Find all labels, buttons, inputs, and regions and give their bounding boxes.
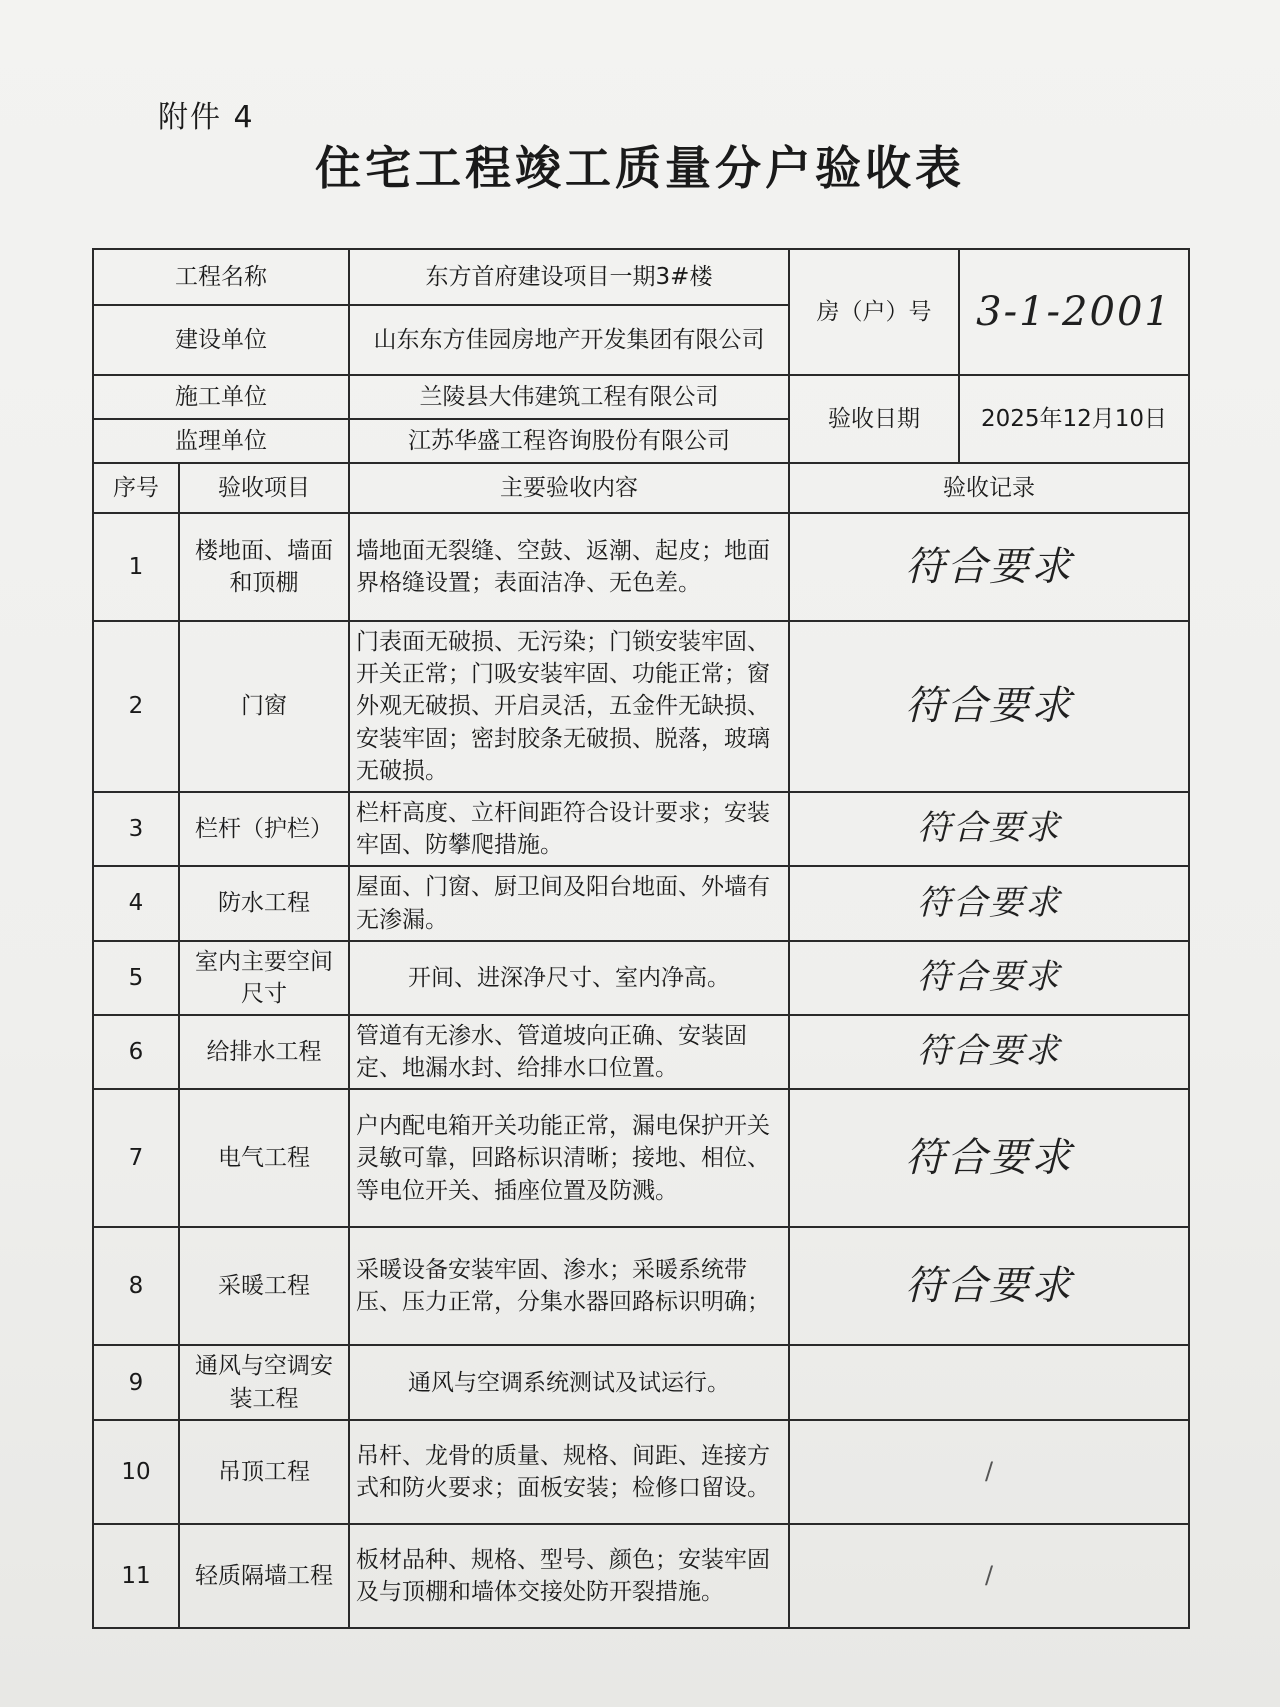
room-no-value: 3-1-2001 [959, 249, 1189, 375]
row-no: 8 [93, 1227, 179, 1345]
row-item: 采暖工程 [179, 1227, 349, 1345]
row-content: 采暖设备安装牢固、渗水；采暖系统带压、压力正常，分集水器回路标识明确； [349, 1227, 789, 1345]
row-item: 轻质隔墙工程 [179, 1524, 349, 1628]
table-row [93, 513, 1189, 621]
constructor-value: 兰陵县大伟建筑工程有限公司 [349, 375, 789, 419]
acceptance-table [92, 248, 1190, 1629]
row-item: 吊顶工程 [179, 1420, 349, 1524]
project-name-value: 东方首府建设项目一期3#楼 [349, 249, 789, 305]
project-name-row [93, 249, 1189, 305]
row-no: 2 [93, 621, 179, 792]
table-row [93, 1420, 1189, 1524]
column-header-item: 验收项目 [179, 463, 349, 513]
table-row [93, 1015, 1189, 1089]
row-record: 符合要求 [789, 513, 1189, 621]
attachment-label: 附件 4 [158, 100, 255, 135]
constructor-row [93, 375, 1189, 419]
row-record [789, 1345, 1189, 1419]
builder-value: 山东东方佳园房地产开发集团有限公司 [349, 305, 789, 375]
row-no: 7 [93, 1089, 179, 1227]
row-item: 通风与空调安装工程 [179, 1345, 349, 1419]
table-row [93, 1524, 1189, 1628]
row-content: 通风与空调系统测试及试运行。 [349, 1345, 789, 1419]
row-record: 符合要求 [789, 1015, 1189, 1089]
date-label: 验收日期 [789, 375, 959, 463]
column-header-content: 主要验收内容 [349, 463, 789, 513]
table-row [93, 1089, 1189, 1227]
supervisor-label: 监理单位 [93, 419, 349, 463]
column-header-row [93, 463, 1189, 513]
row-no: 11 [93, 1524, 179, 1628]
row-record: / [789, 1420, 1189, 1524]
room-no-label: 房（户）号 [789, 249, 959, 375]
row-record: / [789, 1524, 1189, 1628]
row-item: 电气工程 [179, 1089, 349, 1227]
table-row [93, 1227, 1189, 1345]
row-content: 吊杆、龙骨的质量、规格、间距、连接方式和防火要求；面板安装；检修口留设。 [349, 1420, 789, 1524]
date-value: 2025年12月10日 [959, 375, 1189, 463]
table-row [93, 792, 1189, 866]
row-no: 4 [93, 866, 179, 940]
row-item: 门窗 [179, 621, 349, 792]
row-content: 管道有无渗水、管道坡向正确、安装固定、地漏水封、给排水口位置。 [349, 1015, 789, 1089]
row-content: 门表面无破损、无污染；门锁安装牢固、开关正常；门吸安装牢固、功能正常；窗外观无破损、开启灵活，五金件无缺损、 安装牢固；密封胶条无破损、脱落，玻璃无破损。 [349, 621, 789, 792]
supervisor-value: 江苏华盛工程咨询股份有限公司 [349, 419, 789, 463]
row-record: 符合要求 [789, 621, 1189, 792]
row-no: 9 [93, 1345, 179, 1419]
row-content: 栏杆高度、立杆间距符合设计要求；安装牢固、防攀爬措施。 [349, 792, 789, 866]
row-record: 符合要求 [789, 941, 1189, 1015]
row-no: 5 [93, 941, 179, 1015]
row-no: 1 [93, 513, 179, 621]
constructor-label: 施工单位 [93, 375, 349, 419]
row-content: 开间、进深净尺寸、室内净高。 [349, 941, 789, 1015]
builder-label: 建设单位 [93, 305, 349, 375]
row-content: 墙地面无裂缝、空鼓、返潮、起皮；地面界格缝设置；表面洁净、无色差。 [349, 513, 789, 621]
column-header-no: 序号 [93, 463, 179, 513]
project-name-label: 工程名称 [93, 249, 349, 305]
row-record: 符合要求 [789, 792, 1189, 866]
row-no: 3 [93, 792, 179, 866]
row-no: 6 [93, 1015, 179, 1089]
row-record: 符合要求 [789, 1089, 1189, 1227]
column-header-record: 验收记录 [789, 463, 1189, 513]
row-item: 防水工程 [179, 866, 349, 940]
row-record: 符合要求 [789, 866, 1189, 940]
row-content: 屋面、门窗、厨卫间及阳台地面、外墙有无渗漏。 [349, 866, 789, 940]
row-item: 室内主要空间尺寸 [179, 941, 349, 1015]
row-item: 给排水工程 [179, 1015, 349, 1089]
row-item: 栏杆（护栏） [179, 792, 349, 866]
page-title: 住宅工程竣工质量分户验收表 [315, 141, 965, 195]
row-no: 10 [93, 1420, 179, 1524]
row-record: 符合要求 [789, 1227, 1189, 1345]
table-row [93, 866, 1189, 940]
table-row [93, 1345, 1189, 1419]
row-content: 板材品种、规格、型号、颜色；安装牢固及与顶棚和墙体交接处防开裂措施。 [349, 1524, 789, 1628]
row-item: 楼地面、墙面和顶棚 [179, 513, 349, 621]
table-row [93, 941, 1189, 1015]
table-row [93, 621, 1189, 792]
row-content: 户内配电箱开关功能正常，漏电保护开关灵敏可靠，回路标识清晰；接地、相位、等电位开关、插座位置及防溅。 [349, 1089, 789, 1227]
